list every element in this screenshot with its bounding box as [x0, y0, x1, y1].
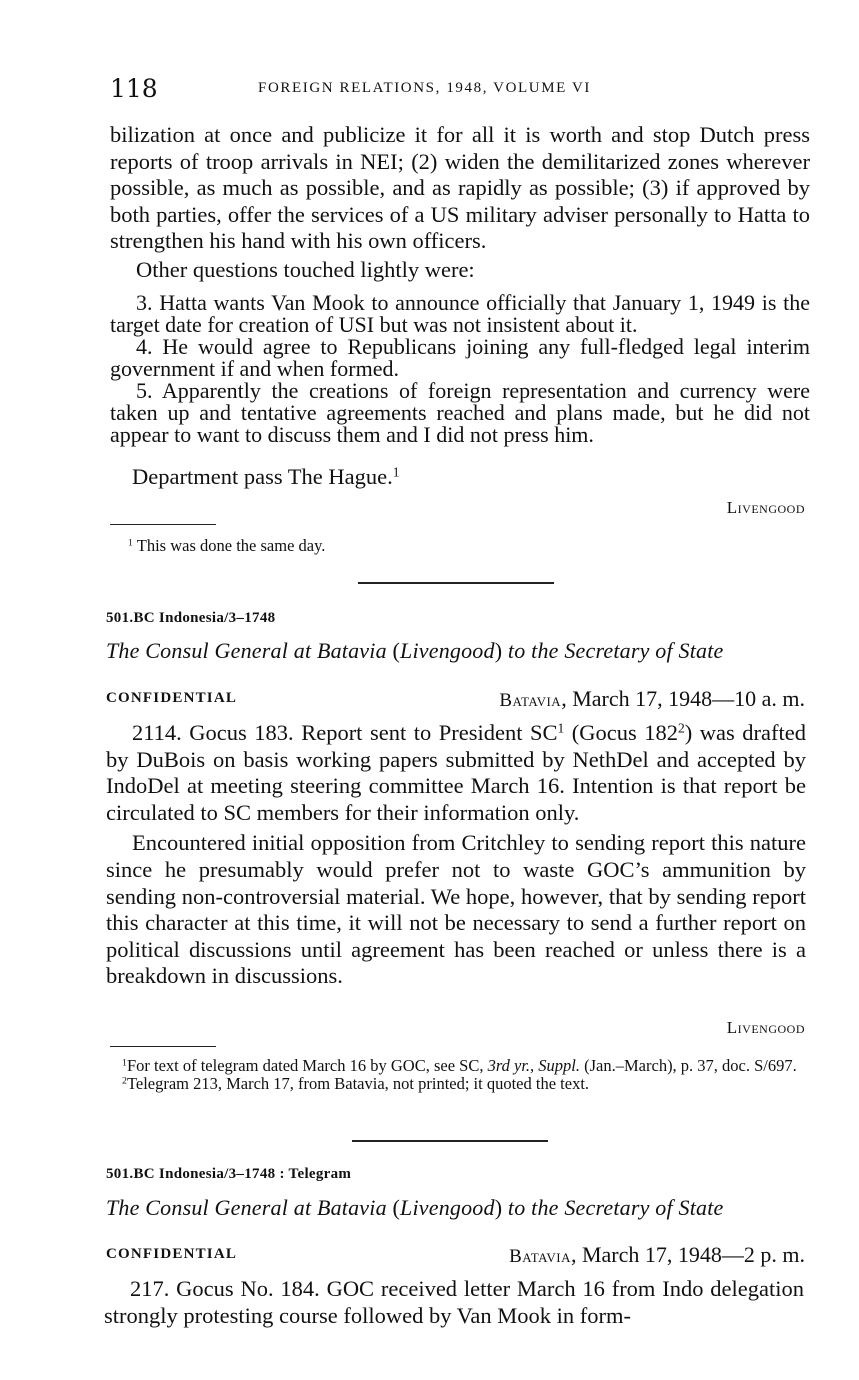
continued-paragraph: bilization at once and publicize it for all it is worth and stop Dutch press reports of troop arrivals in NEI; (2) widen the demilitarized zones wherever possible, as much as possible, and as rapidly as possible; (3) if approved by both parties, offer the services of a US military adviser personally to Hatta to strengthen his hand with his own officers. [110, 122, 810, 254]
heading-text: The Consul General at Batavia [106, 638, 393, 663]
footnote-section1 [128, 537, 528, 555]
running-head [110, 74, 810, 104]
heading-name: Livengood [400, 1195, 495, 1220]
footnote-reference: 2 [678, 720, 685, 736]
footnote-reference: 1 [392, 464, 400, 480]
heading-text: to the Secretary of State [502, 1195, 724, 1220]
signature-livengood-1: Livengood [726, 498, 805, 517]
list-item: 3. Hatta wants Van Mook to announce officially that January 1, 1949 is the target date for creation of USI but was not insistent about it. [110, 290, 810, 337]
dateline-date: , March 17, 1948—2 p. m. [570, 1242, 805, 1267]
classification: CONFIDENTIAL [106, 1246, 238, 1262]
dateline-place: Batavia [499, 690, 562, 711]
other-questions-intro: Other questions touched lightly were: [136, 256, 475, 282]
footnote-rule [110, 1046, 216, 1047]
running-head-title: FOREIGN RELATIONS, 1948, VOLUME VI [258, 80, 592, 96]
telegram-body [106, 720, 806, 990]
file-number: 501.BC Indonesia/3–1748 : Telegram [106, 1166, 352, 1182]
telegram-paragraph: 217. Gocus No. 184. GOC received letter March 16 from Indo delegation strongly protesting course followed by Van Mook in form- [104, 1276, 804, 1328]
dateline [499, 686, 805, 712]
telegram-paragraph: 2114. Gocus 183. Report sent to President $SC^1$ (Gocus $182^2$) was drafted by DuBois on basis working papers submitted by NethDel and accepted by IndoDel at meeting steering committee March 16. Intention is that report be circulated to SC members for their information only. [106, 720, 806, 825]
dateline [509, 1242, 805, 1268]
page-number: 118 [110, 74, 158, 103]
dateline-date: , March 17, 1948—10 a. m. [561, 686, 805, 711]
closing-text: Department pass The Hague. [132, 464, 393, 489]
telegram-paragraph: Encountered initial opposition from Critchley to sending report this nature since he presumably would prefer not to waste GOC’s ammunition by sending non-controversial material. We hope, however, that by sending report this character at this time, it will not be necessary to send a further report on political discussions until agreement has been reached or unless there is a breakdown in discussions. [106, 830, 806, 989]
footnote-mark: 1 [128, 537, 133, 549]
footnote-text: This was done the same day. [136, 536, 326, 555]
footnote-2: $^2$Telegram 213, March 17, from Batavia, not printed; it quoted the text. [122, 1074, 590, 1093]
document-heading: The Consul General at Batavia (Livengood) to the Secretary of State [106, 1195, 724, 1220]
signature-livengood-2: Livengood [726, 1018, 805, 1037]
heading-name: Livengood [400, 638, 495, 663]
numbered-items [110, 292, 810, 446]
continued-telegram-text [110, 122, 810, 284]
footnote-1: $^1$For text of telegram dated March 16 by GOC, see SC, 3rd yr., Suppl. (Jan.–March), p. 37, doc. S/697. [122, 1056, 797, 1075]
list-item: 5. Apparently the creations of foreign representation and currency were taken up and tentative agreements reached and plans made, but he did not appear to want to discuss them and I did not press him. [110, 378, 810, 447]
footnotes-doc2 [106, 1057, 806, 1093]
file-number: 501.BC Indonesia/3–1748 [106, 610, 276, 626]
footnote-reference: 1 [557, 720, 565, 736]
document-separator [358, 582, 554, 584]
list-item: 4. He would agree to Republicans joining any full-fledged legal interim government if and when formed. [110, 334, 810, 381]
heading-text: to the Secretary of State [502, 638, 724, 663]
heading-text: The Consul General at Batavia [106, 1195, 393, 1220]
telegram-body [104, 1276, 804, 1329]
closing-line [132, 464, 732, 491]
document-heading: The Consul General at Batavia (Livengood) to the Secretary of State [106, 638, 724, 663]
document-separator [352, 1140, 548, 1142]
classification: CONFIDENTIAL [106, 690, 238, 706]
dateline-place: Batavia [509, 1246, 571, 1267]
footnote-rule [110, 524, 216, 525]
